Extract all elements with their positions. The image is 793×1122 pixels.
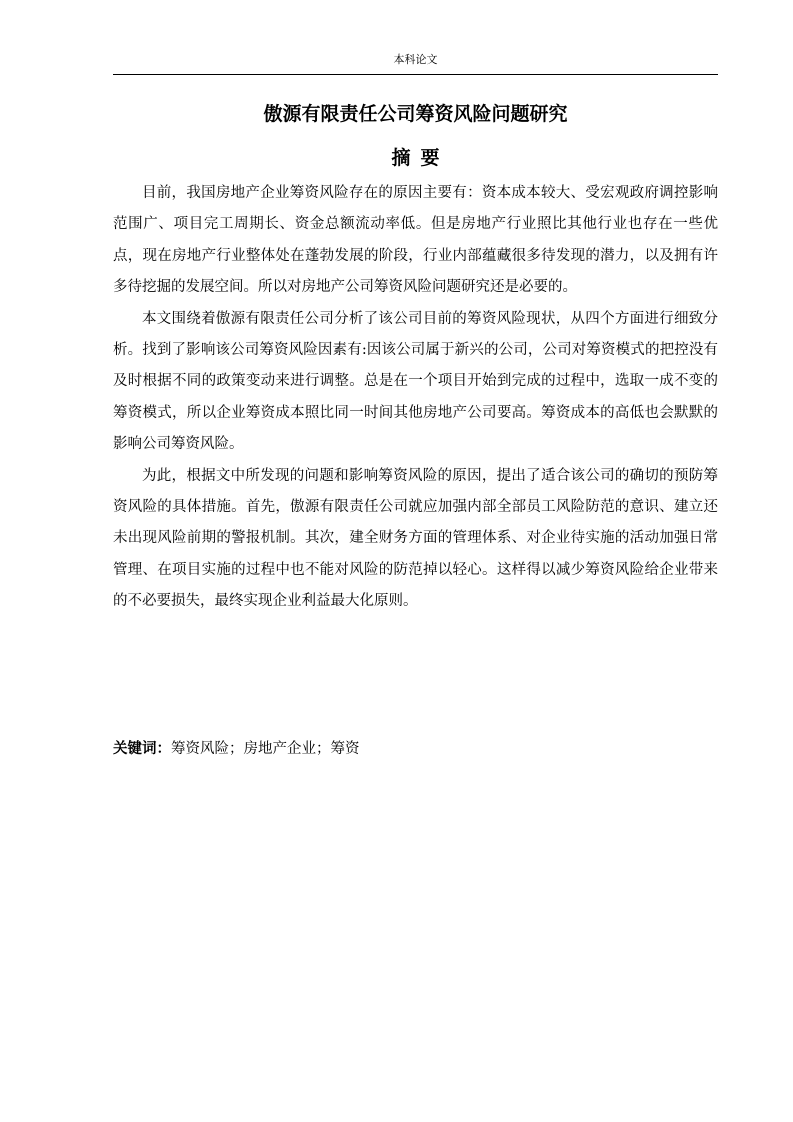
keywords-label: 关键词： — [113, 741, 171, 757]
keywords-line — [113, 735, 718, 763]
abstract-body — [113, 178, 718, 618]
abstract-paragraph-3: 为此，根据文中所发现的问题和影响筹资风险的原因，提出了适合该公司的确切的预防筹资风险的具体措施。首先，傲源有限责任公司就应加强内部全部员工风险防范的意识、建立还未出现风险前期的警报机制。其次，建全财务方面的管理体系、对企业待实施的活动加强日常管理、在项目实施的过程中也不能对风险的防范掉以轻心。这样得以减少筹资风险给企业带来的不必要损失，最终实现企业利益最大化原则。 — [113, 467, 718, 610]
keywords-value: 筹资风险；房地产企业；筹资 — [171, 741, 360, 757]
running-header-title: 本科论文 — [393, 53, 438, 66]
abstract-paragraph-1: 目前，我国房地产企业筹资风险存在的原因主要有：资本成本较大、受宏观政府调控影响范围广、项目完工周期长、资金总额流动率低。但是房地产行业照比其他行业也存在一些优点，现在房地产行业整体处在蓬勃发展的阶段，行业内部蕴藏很多待发现的潜力，以及拥有许多待挖掘的发展空间。所以对房地产公司筹资风险问题研究还是必要的。 — [113, 185, 718, 296]
running-header — [113, 50, 718, 75]
abstract-heading: 摘要 — [391, 147, 450, 169]
abstract-paragraph-2: 本文围绕着傲源有限责任公司分析了该公司目前的筹资风险现状，从四个方面进行细致分析。找到了影响该公司筹资风险因素有:因该公司属于新兴的公司，公司对筹资模式的把控没有及时根据不同的政策变动来进行调整。总是在一个项目开始到完成的过程中，选取一成不变的筹资模式，所以企业筹资成本照比同一时间其他房地产公司要高。筹资成本的高低也会默默的影响公司筹资风险。 — [113, 310, 718, 453]
paper-title: 傲源有限责任公司筹资风险问题研究 — [263, 103, 568, 125]
